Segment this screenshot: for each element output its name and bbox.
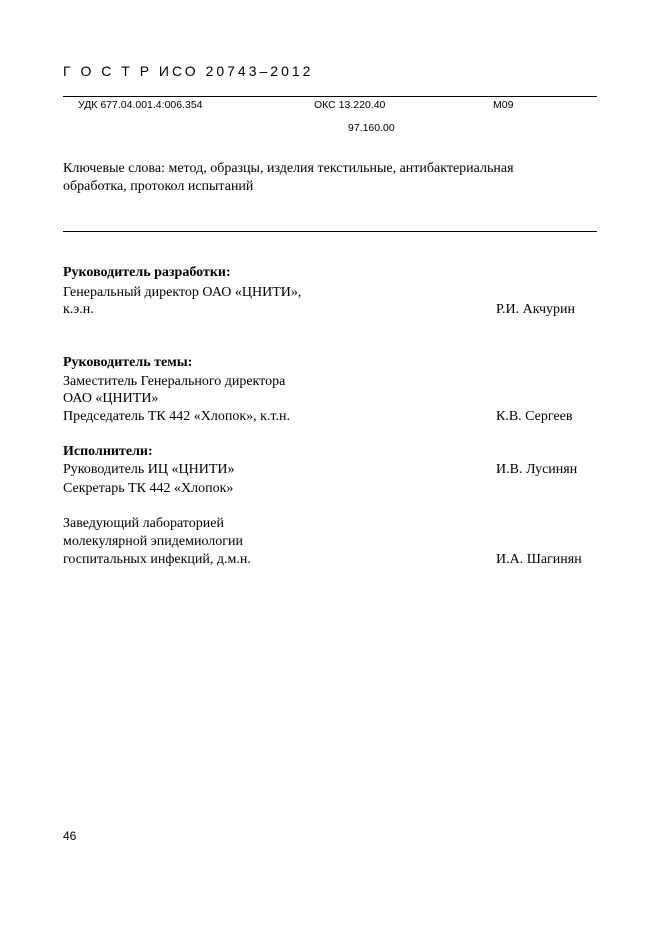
- executor-name-2: И.А. Шагинян: [496, 552, 582, 567]
- executors-line-2: Секретарь ТК 442 «Хлопок»: [63, 481, 234, 496]
- head-topic-line-1: Заместитель Генерального директора: [63, 374, 286, 389]
- page-number: 46: [63, 829, 77, 843]
- head-dev-name: Р.И. Акчурин: [496, 302, 576, 317]
- head-dev-line-1: Генеральный директор ОАО «ЦНИТИ»,: [63, 285, 302, 300]
- head-topic-line-3: Председатель ТК 442 «Хлопок», к.т.н.: [63, 409, 290, 424]
- executors-line-3: Заведующий лабораторией: [63, 516, 224, 531]
- executor-name-1: И.В. Лусинян: [496, 462, 578, 477]
- udk-code: УДК 677.04.001.4:006.354: [78, 99, 203, 111]
- keywords-line-1: Ключевые слова: метод, образцы, изделия текстильные, антибактериальная: [63, 161, 514, 176]
- head-dev-title: Руководитель разработки:: [63, 265, 231, 280]
- keywords-rule: [63, 231, 597, 232]
- group-code: М09: [493, 99, 514, 111]
- oks-code: ОКС 13.220.40: [314, 99, 386, 111]
- executors-title: Исполнители:: [63, 444, 153, 459]
- head-topic-title: Руководитель темы:: [63, 355, 193, 370]
- standard-header: Г О С Т Р ИСО 20743–2012: [63, 63, 314, 79]
- executors-line-4: молекулярной эпидемиологии: [63, 534, 243, 549]
- head-dev-line-2: к.э.н.: [63, 302, 94, 317]
- head-topic-line-2: ОАО «ЦНИТИ»: [63, 391, 159, 406]
- head-topic-name: К.В. Сергеев: [496, 409, 573, 424]
- executors-line-1: Руководитель ИЦ «ЦНИТИ»: [63, 462, 235, 477]
- top-rule: [63, 96, 597, 97]
- oks-code-secondary: 97.160.00: [348, 122, 395, 134]
- keywords-line-2: обработка, протокол испытаний: [63, 179, 254, 194]
- executors-line-5: госпитальных инфекций, д.м.н.: [63, 552, 251, 567]
